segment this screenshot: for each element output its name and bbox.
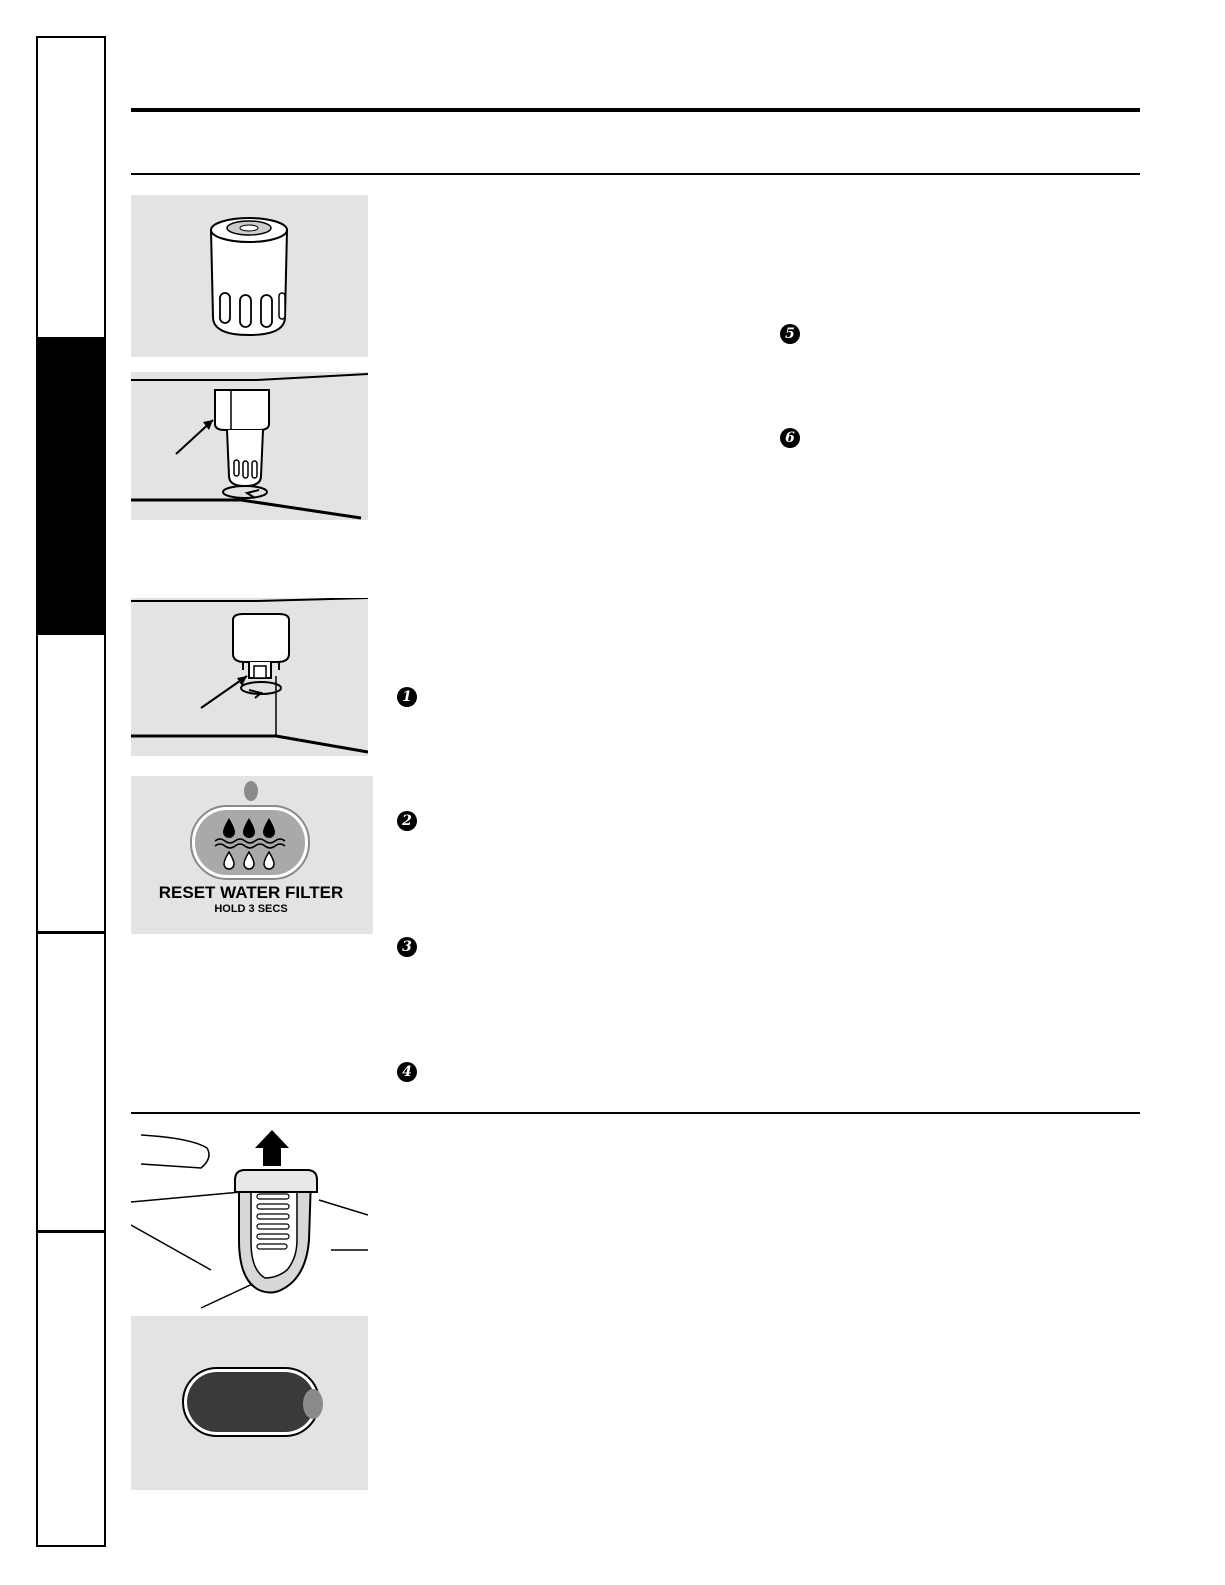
side-tab-2-active[interactable] [38, 337, 104, 635]
side-tab-5[interactable] [38, 1233, 104, 1547]
filter-removal-illustration [131, 1130, 368, 1310]
side-tab-strip [36, 36, 106, 1547]
step-marker-5: 5 [780, 324, 800, 344]
step-marker-2: 2 [397, 811, 417, 831]
reset-filter-label: RESET WATER FILTER [158, 883, 344, 902]
step-marker-3: 3 [397, 937, 417, 957]
reset-filter-panel [131, 776, 373, 934]
bypass-plug-illustration [131, 598, 368, 756]
filter-install-illustration [131, 372, 368, 520]
step-marker-1: 1 [397, 687, 417, 707]
side-tab-1[interactable] [38, 38, 104, 337]
header-rule-thick [131, 108, 1140, 112]
header-rule-thin [131, 173, 1140, 175]
filter-cartridge-illustration [131, 195, 368, 357]
reset-filter-sublabel: HOLD 3 SECS [214, 903, 288, 915]
step-marker-4: 4 [397, 1062, 417, 1082]
side-tab-4[interactable] [38, 934, 104, 1232]
side-tab-3[interactable] [38, 635, 104, 933]
section-divider-rule [131, 1112, 1140, 1114]
step-marker-6: 6 [780, 428, 800, 448]
oval-button-panel [131, 1316, 368, 1490]
